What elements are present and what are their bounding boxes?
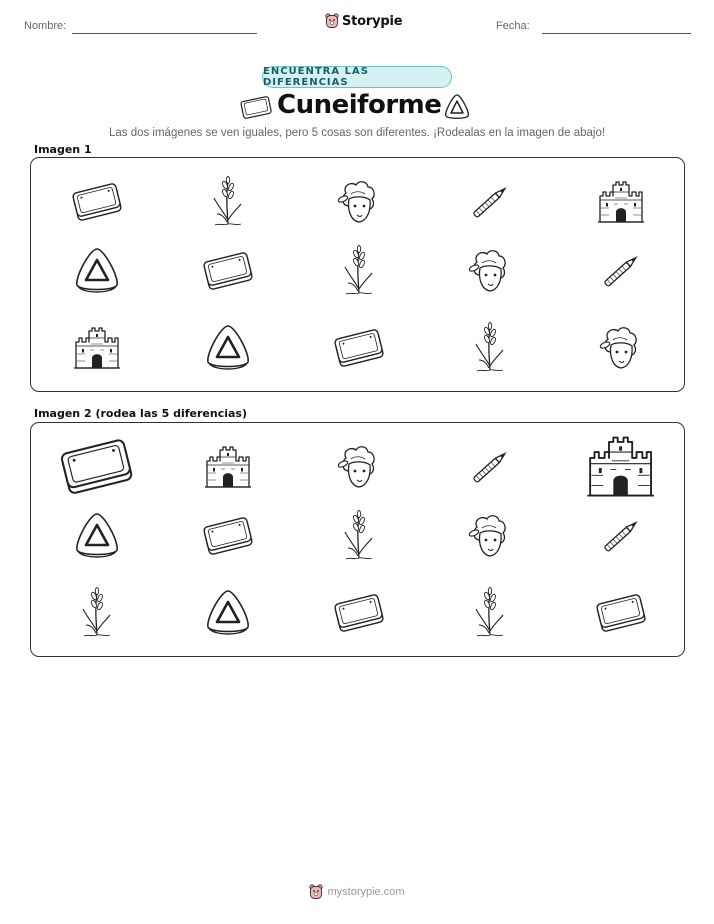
bear-mascot-icon — [325, 13, 339, 29]
activity-tag: ENCUENTRA LAS DIFERENCIAS — [262, 66, 452, 88]
grid-cell[interactable] — [31, 574, 162, 652]
panel-2-label: Imagen 2 (rodea las 5 diferencias) — [34, 407, 248, 420]
stone-icon — [442, 92, 472, 122]
grid-cell — [162, 232, 293, 310]
tablet-icon — [331, 585, 387, 641]
instructions: Las dos imágenes se ven iguales, pero 5 cosas son diferentes. ¡Rodealas en la imagen de abajo! — [108, 127, 606, 139]
image-2-panel[interactable] — [30, 422, 685, 657]
stylus-icon — [462, 174, 518, 230]
grid-cell[interactable] — [162, 497, 293, 575]
grid-cell — [293, 232, 424, 310]
grid-cell[interactable] — [31, 497, 162, 575]
stone-icon — [69, 243, 125, 299]
grid-cell[interactable] — [555, 497, 686, 575]
date-field-line[interactable] — [542, 33, 691, 34]
panel-1-label: Imagen 1 — [34, 143, 92, 156]
sheep-icon — [462, 243, 518, 299]
castle-icon — [69, 320, 125, 376]
image-1-panel — [30, 157, 685, 392]
brand-logo — [325, 13, 402, 29]
grid-cell[interactable] — [162, 574, 293, 652]
grid-cell[interactable] — [424, 428, 555, 506]
footer — [0, 884, 714, 900]
tablet-icon — [200, 243, 256, 299]
tablet-icon — [240, 95, 272, 119]
reed-icon — [331, 243, 387, 299]
grid-cell — [293, 309, 424, 387]
stone-icon — [69, 508, 125, 564]
grid-cell[interactable] — [424, 574, 555, 652]
grid-cell — [424, 163, 555, 241]
stylus-icon — [593, 508, 649, 564]
grid-cell[interactable] — [31, 428, 162, 506]
grid-cell — [424, 309, 555, 387]
name-field-line[interactable] — [72, 33, 257, 34]
brand-name: Storypie — [342, 13, 403, 29]
grid-cell[interactable] — [293, 497, 424, 575]
grid-cell — [31, 163, 162, 241]
footer-url: mystorypie.com — [327, 886, 405, 898]
grid-cell[interactable] — [555, 574, 686, 652]
grid-cell — [424, 232, 555, 310]
stone-icon — [200, 585, 256, 641]
name-label: Nombre: — [24, 20, 67, 32]
reed-icon — [69, 585, 125, 641]
grid-cell — [555, 232, 686, 310]
tablet-icon — [69, 174, 125, 230]
grid-cell — [555, 309, 686, 387]
reed-icon — [462, 320, 518, 376]
grid-cell[interactable] — [162, 428, 293, 506]
page-title: Cuneiforme — [277, 90, 442, 120]
reed-icon — [462, 585, 518, 641]
grid-cell — [162, 309, 293, 387]
grid-cell[interactable] — [293, 428, 424, 506]
sheep-icon — [593, 320, 649, 376]
grid-cell[interactable] — [555, 428, 686, 506]
stylus-icon — [593, 243, 649, 299]
grid-cell — [31, 232, 162, 310]
tablet-icon — [593, 585, 649, 641]
tablet-icon — [56, 426, 137, 507]
grid-cell[interactable] — [424, 497, 555, 575]
reed-icon — [331, 508, 387, 564]
grid-cell — [555, 163, 686, 241]
grid-cell — [162, 163, 293, 241]
date-label: Fecha: — [496, 20, 530, 32]
sheep-icon — [462, 508, 518, 564]
grid-cell[interactable] — [293, 574, 424, 652]
stylus-icon — [462, 439, 518, 495]
tablet-icon — [200, 508, 256, 564]
bear-mascot-icon — [309, 884, 323, 900]
reed-icon — [200, 174, 256, 230]
sheep-icon — [331, 439, 387, 495]
grid-cell — [31, 309, 162, 387]
stone-icon — [200, 320, 256, 376]
castle-icon — [200, 439, 256, 495]
tablet-icon — [331, 320, 387, 376]
castle-icon — [580, 426, 661, 507]
sheep-icon — [331, 174, 387, 230]
grid-cell — [293, 163, 424, 241]
castle-icon — [593, 174, 649, 230]
